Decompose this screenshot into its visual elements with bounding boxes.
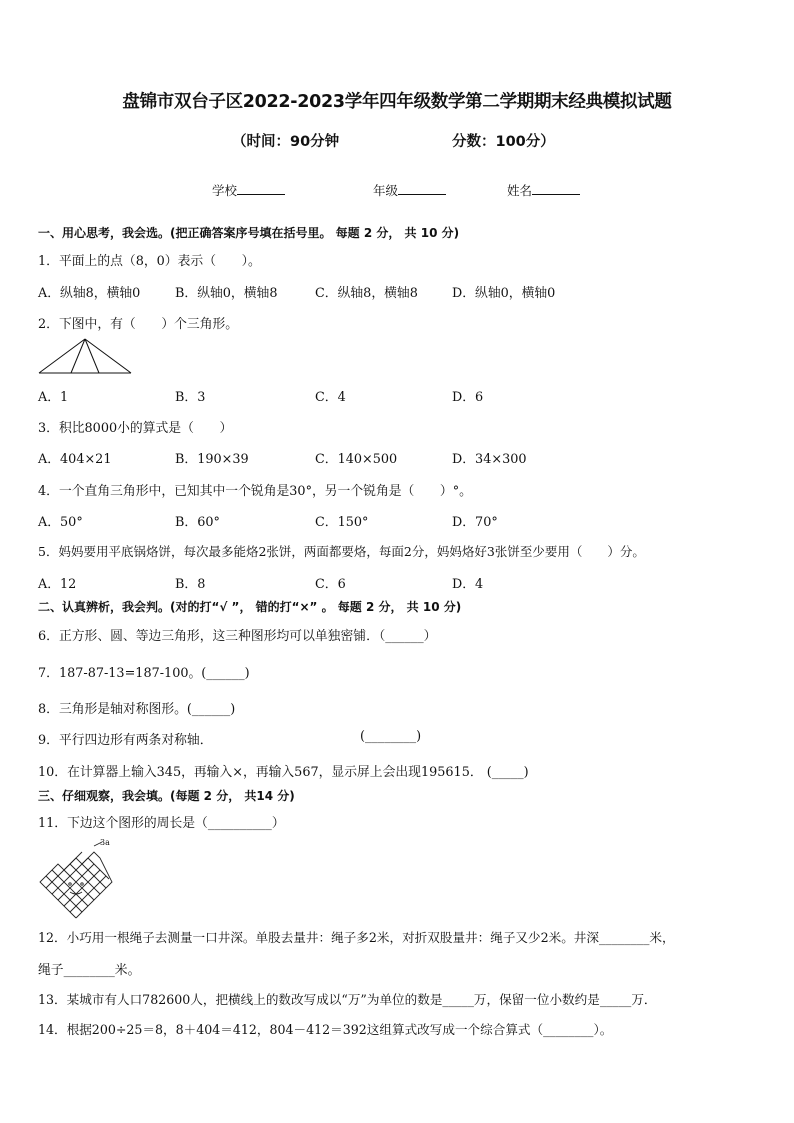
q4-option-c[interactable]: C．150° [315,515,369,530]
section-2-heading: 二、认真辨析，我会判。(对的打“√ ”， 错的打“×” 。 每题 2 分， 共 10 分) [38,600,462,614]
grade-label: 年级 [373,183,399,198]
q4-option-d[interactable]: D．70° [452,515,498,530]
q5-option-d[interactable]: D．4 [452,577,484,592]
grade-field[interactable] [373,181,446,199]
question-8: 8．三角形是轴对称图形。(______) [38,702,236,717]
question-10: 10．在计算器上输入345，再输入×，再输入567，显示屏上会出现195615． (_____) [38,765,529,780]
exam-score: 分数：100分） [452,134,555,150]
grade-blank[interactable] [398,182,446,195]
question-4: 4．一个直角三角形中，已知其中一个锐角是30°，另一个锐角是（ ）°。 [38,484,472,499]
question-7: 7．187-87-13=187-100。(______) [38,666,250,681]
school-label: 学校 [212,183,238,198]
section-1-heading: 一、用心思考，我会选。(把正确答案序号填在括号里。 每题 2 分， 共 10 分) [38,226,460,240]
name-field[interactable] [507,181,580,199]
question-12-line-2: 绳子________米。 [38,963,141,978]
q1-option-a[interactable]: A．纵轴8，横轴0 [38,286,141,301]
question-5: 5．妈妈要用平底锅烙饼，每次最多能烙2张饼，两面都要烙，每面2分，妈妈烙好3张饼至少要用（ ）分。 [38,544,645,559]
q1-option-c[interactable]: C．纵轴8，横轴8 [315,286,418,301]
question-9-blank[interactable]: (________) [360,729,422,744]
question-1: 1．平面上的点（8，0）表示（ ）。 [38,254,261,269]
staircase-outline [40,852,112,918]
school-field[interactable] [212,181,285,199]
staircase-figure [36,836,116,920]
q5-option-a[interactable]: A．12 [38,577,77,592]
q2-option-b[interactable]: B．3 [175,390,206,405]
question-9: 9．平行四边形有两条对称轴． [38,733,213,748]
exam-time: （时间：90分钟 [232,134,340,150]
grid-line [64,870,94,900]
name-label: 姓名 [507,183,533,198]
question-14: 14．根据200÷25＝8，8＋404＝412，804－412＝392这组算式改写成一个综合算式（________）。 [38,1022,613,1037]
q5-option-b[interactable]: B．8 [175,577,206,592]
face-eye-left [69,883,71,885]
section-3-heading: 三、仔细观察，我会填。(每题 2 分， 共14 分) [38,789,295,803]
q2-option-a[interactable]: A．1 [38,390,69,405]
question-3: 3．积比8000小的算式是（ ） [38,421,233,436]
q2-option-d[interactable]: D．6 [452,390,484,405]
q5-option-c[interactable]: C．6 [315,577,346,592]
q3-option-c[interactable]: C．140×500 [315,452,398,467]
question-11: 11．下边这个图形的周长是（__________） [38,816,285,831]
side-length-label: 3a [100,838,110,847]
q3-option-d[interactable]: D．34×300 [452,452,527,467]
q3-option-a[interactable]: A．404×21 [38,452,112,467]
q4-option-a[interactable]: A．50° [38,515,83,530]
school-blank[interactable] [237,182,285,195]
page-title: 盘锦市双台子区2022-2023学年四年级数学第二学期期末经典模拟试题 [122,92,672,112]
face-mouth [70,892,82,894]
q3-option-b[interactable]: B．190×39 [175,452,249,467]
question-2: 2．下图中，有（ ）个三角形。 [38,317,239,332]
grid-line [88,858,109,879]
question-13: 13．某城市有人口782600人，把横线上的数改写成以“万”为单位的数是_____万，保留一位小数约是_____万． [38,992,657,1007]
grid-line [70,864,100,894]
q1-option-d[interactable]: D．纵轴0，横轴0 [452,286,556,301]
question-12-line-1: 12．小巧用一根绳子去测量一口井深。单股去量井：绳子多2米，对折双股量井：绳子又少2米。井深________米， [38,930,675,945]
face-eye-right [81,883,83,885]
name-blank[interactable] [532,182,580,195]
q2-option-c[interactable]: C．4 [315,390,346,405]
q1-option-b[interactable]: B．纵轴0，横轴8 [175,286,278,301]
triangle-figure [38,338,134,376]
question-6: 6．正方形、圆、等边三角形，这三种图形均可以单独密铺．（______） [38,629,437,644]
q4-option-b[interactable]: B．60° [175,515,220,530]
